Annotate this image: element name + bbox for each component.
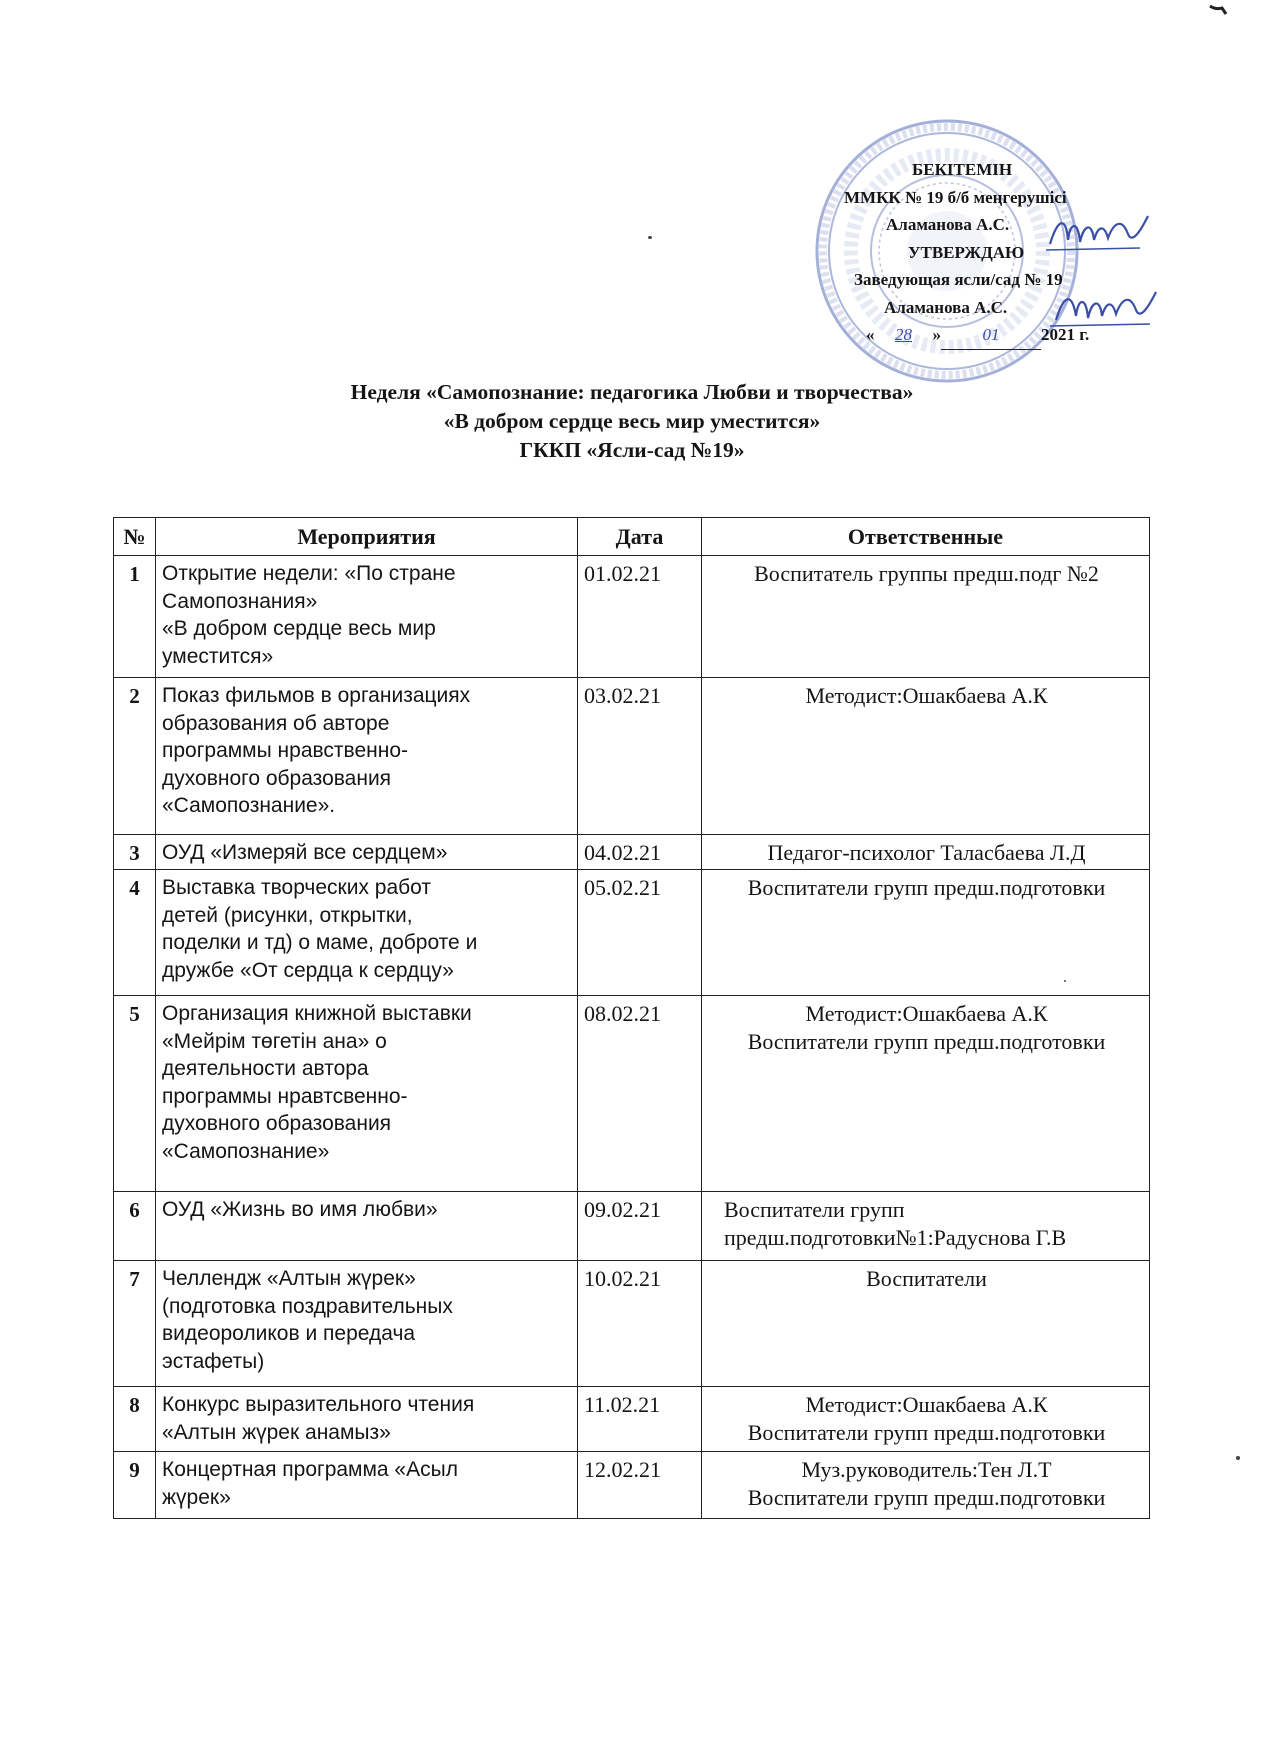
event-line: «Самопознание» — [162, 1139, 330, 1163]
event-line: дружбе «От сердца к сердцу» — [162, 958, 454, 982]
event-line: деятельности автора — [162, 1057, 369, 1080]
row-date: 10.02.21 — [578, 1261, 702, 1387]
table-row — [114, 870, 1150, 996]
row-event — [156, 870, 578, 996]
quote-close: » — [932, 325, 941, 344]
row-number: 9 — [114, 1452, 156, 1519]
row-date: 12.02.21 — [578, 1452, 702, 1519]
row-number: 7 — [114, 1261, 156, 1387]
row-date: 09.02.21 — [578, 1192, 702, 1261]
row-date: 03.02.21 — [578, 678, 702, 835]
responsible-line: Воспитатели групп предш.подготовки — [747, 1420, 1106, 1445]
title-organization: ГККП «Ясли-сад №19» — [519, 438, 745, 462]
row-event — [156, 1387, 578, 1452]
event-line: Выставка творческих работ — [162, 876, 432, 899]
header-responsible: Ответственные — [702, 518, 1150, 556]
table-row — [114, 1387, 1150, 1452]
table-row — [114, 1452, 1150, 1519]
event-line: Самопознания» — [162, 589, 318, 613]
table-header-row — [114, 518, 1150, 556]
table-row — [114, 1261, 1150, 1387]
title-week: Неделя «Самопознание: педагогика Любви и творчества» — [350, 380, 914, 404]
row-responsible — [702, 835, 1150, 870]
title-motto: «В добром сердце весь мир уместится» — [443, 409, 821, 433]
table-row — [114, 556, 1150, 678]
event-line: Открытие недели: «По стране — [162, 562, 456, 585]
row-event — [156, 678, 578, 835]
event-line: ОУД «Жизнь во имя любви» — [162, 1198, 438, 1221]
row-number: 8 — [114, 1387, 156, 1452]
row-responsible — [702, 1261, 1150, 1387]
header-date: Дата — [578, 518, 702, 556]
responsible-line: Методист:Ошакбаева А.К — [805, 683, 1048, 708]
table-row — [114, 678, 1150, 835]
quote-open: « — [866, 325, 875, 344]
row-date: 05.02.21 — [578, 870, 702, 996]
header-number: № — [114, 518, 156, 556]
row-date: 01.02.21 — [578, 556, 702, 678]
row-responsible — [702, 678, 1150, 835]
responsible-line: Педагог-психолог Таласбаева Л.Д — [767, 840, 1086, 865]
row-number: 3 — [114, 835, 156, 870]
event-line: (подготовка поздравительных — [162, 1294, 453, 1318]
event-line: образования об авторе — [162, 711, 390, 735]
row-responsible — [702, 870, 1150, 996]
event-line: детей (рисунки, открытки, — [162, 903, 413, 927]
events-table — [113, 517, 1150, 1519]
event-line: духовного образования — [162, 1112, 392, 1135]
approval-block — [844, 156, 1180, 350]
row-number: 4 — [114, 870, 156, 996]
event-line: Концертная программа «Асыл — [162, 1458, 458, 1481]
row-event — [156, 1192, 578, 1261]
event-line: «Мейрім төгетін ана» о — [162, 1029, 387, 1053]
document-titles — [0, 378, 1264, 465]
event-line: ОУД «Измеряй все сердцем» — [162, 841, 448, 864]
event-line: жүрек» — [162, 1485, 231, 1509]
row-number: 2 — [114, 678, 156, 835]
row-number: 6 — [114, 1192, 156, 1261]
row-responsible — [702, 996, 1150, 1192]
event-line: программы нравтсвенно- — [162, 1084, 408, 1108]
scan-edge-mark — [1206, 0, 1246, 20]
approval-kz-name: Аламанова А.С. — [886, 215, 1010, 234]
event-line: Конкурс выразительного чтения — [162, 1393, 475, 1416]
responsible-line: Муз.руководитель:Тен Л.Т — [801, 1457, 1052, 1482]
row-event — [156, 1452, 578, 1519]
header-events: Мероприятия — [156, 518, 578, 556]
row-responsible — [702, 1387, 1150, 1452]
event-line: «В добром сердце весь мир — [162, 617, 436, 640]
responsible-line: Воспитатели групп — [724, 1197, 905, 1222]
event-line: Челлендж «Алтын жүрек» — [162, 1267, 416, 1290]
event-line: «Самопознание». — [162, 794, 336, 817]
event-line: эстафеты) — [162, 1349, 265, 1373]
responsible-line: Воспитатели групп предш.подготовки — [747, 1485, 1106, 1510]
event-line: уместится» — [162, 644, 274, 668]
row-number: 1 — [114, 556, 156, 678]
event-line: духовного образования — [162, 766, 392, 790]
event-line: видеороликов и передача — [162, 1322, 416, 1345]
responsible-line: Методист:Ошакбаева А.К — [805, 1001, 1048, 1026]
event-line: Организация книжной выставки — [162, 1002, 472, 1025]
table-row — [114, 996, 1150, 1192]
event-line: программы нравственно- — [162, 739, 409, 762]
responsible-line: Воспитатель группы предш.подг №2 — [754, 561, 1099, 586]
approval-ru-name: Аламанова А.С. — [884, 297, 1008, 317]
row-event — [156, 835, 578, 870]
approval-year: 2021 г. — [1041, 325, 1090, 344]
approval-day: 28 — [895, 325, 912, 344]
scan-speck — [648, 236, 652, 239]
row-event — [156, 996, 578, 1192]
row-responsible — [702, 1192, 1150, 1261]
row-date: 04.02.21 — [578, 835, 702, 870]
approval-date — [866, 321, 1196, 350]
event-line: «Алтын жүрек анамыз» — [162, 1420, 391, 1444]
row-number: 5 — [114, 996, 156, 1192]
table-row — [114, 1192, 1150, 1261]
table-row — [114, 835, 1150, 870]
row-date: 11.02.21 — [578, 1387, 702, 1452]
approval-ru-position: Заведующая ясли/сад № 19 — [854, 270, 1063, 289]
row-event — [156, 556, 578, 678]
row-event — [156, 1261, 578, 1387]
row-date: 08.02.21 — [578, 996, 702, 1192]
responsible-line: Воспитатели групп предш.подготовки — [747, 1029, 1106, 1054]
approval-kz-position: ММКК № 19 б/б меңгерушісі — [844, 187, 1067, 207]
scan-speck — [1236, 1456, 1240, 1460]
approval-kz-heading: БЕКІТЕМІН — [912, 160, 1013, 179]
row-responsible — [702, 1452, 1150, 1519]
row-responsible — [702, 556, 1150, 678]
approval-ru-heading: УТВЕРЖДАЮ — [908, 242, 1025, 262]
event-line: Показ фильмов в организациях — [162, 684, 471, 707]
event-line: поделки и тд) о маме, доброте и — [162, 931, 478, 954]
responsible-line: предш.подготовки№1:Радуснова Г.В — [724, 1225, 1067, 1250]
approval-month: 01 — [941, 321, 1041, 350]
responsible-line: Методист:Ошакбаева А.К — [805, 1392, 1048, 1417]
responsible-line: Воспитатели — [866, 1266, 987, 1291]
responsible-line: Воспитатели групп предш.подготовки — [747, 875, 1106, 900]
